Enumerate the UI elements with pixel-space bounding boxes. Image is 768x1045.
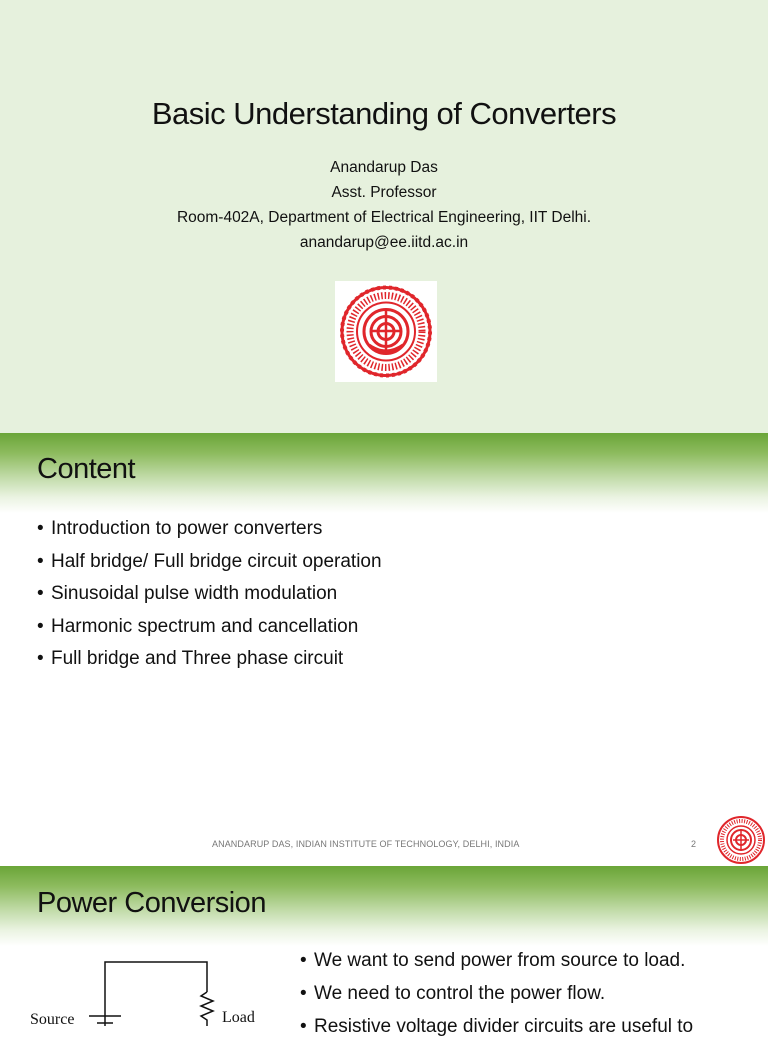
slide-footer: ANANDARUP DAS, INDIAN INSTITUTE OF TECHNOLOGY, DELHI, INDIA	[212, 839, 520, 849]
bullet-text: Sinusoidal pulse width modulation	[51, 583, 338, 604]
title-slide	[0, 0, 768, 433]
iit-delhi-seal-icon	[335, 281, 437, 382]
source-load-circuit-diagram	[25, 956, 275, 1026]
bullet-text: Harmonic spectrum and cancellation	[51, 615, 359, 637]
source-label: Source	[30, 1011, 75, 1028]
footer-logo	[716, 815, 766, 865]
power-conversion-slide	[0, 866, 768, 1037]
author-name: Anandarup Das	[330, 159, 438, 176]
list-item: • Half bridge/ Full bridge circuit operation	[37, 550, 382, 572]
bullet-text: Introduction to power converters	[51, 518, 323, 539]
load-label: Load	[222, 1009, 255, 1026]
author-address: Room-402A, Department of Electrical Engineering, IIT Delhi.	[176, 209, 592, 226]
list-item: • We want to send power from source to load.	[300, 950, 686, 971]
slide-title: Power Conversion	[37, 887, 266, 919]
list-item: • Full bridge and Three phase circuit	[37, 648, 344, 669]
author-position: Asst. Professor	[331, 184, 437, 201]
bullet-text: Resistive voltage divider circuits are useful to	[314, 1016, 694, 1037]
list-item: • Introduction to power converters	[37, 518, 323, 539]
slide-title: Content	[37, 453, 136, 485]
institute-logo	[335, 281, 437, 382]
list-item: • Sinusoidal pulse width modulation	[37, 583, 338, 604]
bullet-text: We want to send power from source to load.	[314, 950, 686, 971]
list-item: • Resistive voltage divider circuits are useful to	[300, 1016, 694, 1037]
bullet-text: Half bridge/ Full bridge circuit operation	[51, 550, 382, 572]
iit-delhi-seal-icon	[716, 815, 766, 865]
page-number: 2	[691, 839, 697, 849]
content-slide	[0, 433, 768, 866]
list-item: • Harmonic spectrum and cancellation	[37, 615, 359, 637]
author-info	[0, 155, 768, 255]
power-conversion-bullet-list	[300, 946, 693, 1045]
bullet-text: We need to control the power flow.	[314, 983, 606, 1004]
bullet-text: Full bridge and Three phase circuit	[51, 648, 344, 669]
content-bullet-list	[37, 513, 382, 676]
presentation-title: Basic Understanding of Converters	[151, 96, 617, 131]
author-email: anandarup@ee.iitd.ac.in	[299, 234, 469, 251]
list-item: • We need to control the power flow.	[300, 983, 606, 1004]
